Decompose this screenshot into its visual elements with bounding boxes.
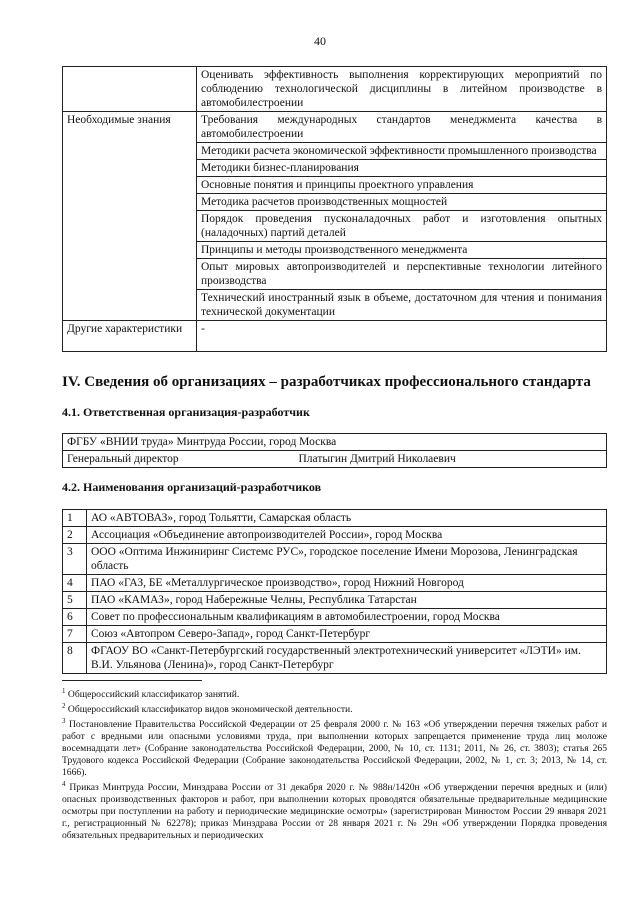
table-cell: Требования международных стандартов менеджмента качества в автомобилестроении <box>197 112 607 143</box>
table-cell: Порядок проведения пусконаладочных работ и изготовления опытных (наладочных) партий деталей <box>197 211 607 242</box>
table-cell: Опыт мировых автопроизводителей и перспективные технологии литейного производства <box>197 259 607 290</box>
knowledge-table <box>62 66 607 352</box>
responsible-org-table <box>62 433 607 468</box>
footnote <box>62 716 607 779</box>
footnote-mark: 3 <box>62 717 66 726</box>
person-name: Платыгин Дмитрий Николаевич <box>298 453 456 465</box>
table-cell: Методики бизнес-планирования <box>197 160 607 177</box>
position-title: Генеральный директор <box>67 453 179 465</box>
footnote <box>62 686 607 701</box>
org-name: Ассоциация «Объединение автопроизводителей России», город Москва <box>87 527 607 544</box>
row-label <box>63 67 197 112</box>
signatory-cell <box>63 451 607 468</box>
table-cell: Методика расчетов производственных мощностей <box>197 194 607 211</box>
org-name: АО «АВТОВАЗ», город Тольятти, Самарская область <box>87 510 607 527</box>
table-row <box>63 643 607 674</box>
table-cell: Технический иностранный язык в объеме, достаточном для чтения и понимания технической документации <box>197 290 607 321</box>
table-row <box>63 609 607 626</box>
developer-orgs-table <box>62 509 607 674</box>
org-name: ПАО «ГАЗ, БЕ «Металлургическое производство», город Нижний Новгород <box>87 575 607 592</box>
page-number: 40 <box>314 34 326 48</box>
footnote-mark: 4 <box>62 779 66 788</box>
table-row <box>63 451 607 468</box>
table-row <box>63 510 607 527</box>
footnote-text: Общероссийский классификатор занятий. <box>67 689 240 701</box>
org-name: Совет по профессиональным квалификациям в автомобилестроении, город Москва <box>87 609 607 626</box>
table-row <box>63 544 607 575</box>
row-number: 1 <box>63 510 87 527</box>
table-row <box>63 575 607 592</box>
org-name: ФГБУ «ВНИИ труда» Минтруда России, город Москва <box>63 434 607 451</box>
table-cell: Принципы и методы производственного менеджмента <box>197 242 607 259</box>
row-number: 5 <box>63 592 87 609</box>
footnote-mark: 1 <box>62 687 66 695</box>
table-cell: - <box>197 321 607 352</box>
row-number: 4 <box>63 575 87 592</box>
footnote-mark: 2 <box>62 702 66 711</box>
subsection-title: 4.1. Ответственная организация-разработчик <box>62 405 310 419</box>
table-cell: Оценивать эффективность выполнения корректирующих мероприятий по соблюдению технологической дисциплины в литейном производстве в автомобилестроении <box>197 67 607 112</box>
table-row <box>63 434 607 451</box>
row-number: 7 <box>63 626 87 643</box>
table-cell: Основные понятия и принципы проектного управления <box>197 177 607 194</box>
footnote-divider <box>62 680 202 681</box>
section-title: IV. Сведения об организациях – разработчиках профессионального стандарта <box>62 374 591 390</box>
row-number: 8 <box>63 643 87 674</box>
table-row <box>63 626 607 643</box>
footnote <box>62 701 607 716</box>
org-name: Союз «Автопром Северо-Запад», город Санкт-Петербург <box>87 626 607 643</box>
subsection-title: 4.2. Наименования организаций-разработчиков <box>62 480 322 494</box>
org-name: ФГАОУ ВО «Санкт-Петербургский государственный электротехнический университет «ЛЭТИ» им. В.И. Ульянова (Ленина)», город Санкт-Петербург <box>87 643 607 674</box>
footnote-text: Постановление Правительства Российской Федерации от 25 февраля 2000 г. № 163 «Об утверждении перечня тяжелых работ и работ с вредными или опасными условиями труда, при выполнении которых запрещается применение труда лиц моложе восемнадцати лет» (Собрание законодательства Российской Федерации, 2000, № 10, ст. 1131; 2011, № 26, ст. 3803); статья 265 Трудового кодекса Российской Федерации (Собрание законодательства Российской Федерации, 2002, № 1, ст. 3; 2013, № 14, ст. 1666). <box>62 719 607 778</box>
table-cell: Методики расчета экономической эффективности промышленного производства <box>197 143 607 160</box>
org-name: ООО «Оптима Инжиниринг Системс РУС», городское поселение Имени Морозова, Ленинградская область <box>87 544 607 575</box>
footnote <box>62 779 607 842</box>
table-row <box>63 527 607 544</box>
table-row <box>63 112 607 143</box>
footnotes <box>62 686 607 842</box>
row-label: Необходимые знания <box>63 112 197 321</box>
table-row <box>63 67 607 112</box>
footnote-text: Приказ Минтруда России, Минздрава России от 31 декабря 2020 г. № 988н/1420н «Об утверждении перечня вредных и (или) опасных производственных факторов и работ, при выполнении которых проводятся обязательные предварительные медицинские осмотры при поступлении на работу и периодические медицинские осмотры» (зарегистрирован Минюстом России 29 января 2021 г., регистрационный № 62278); приказ Минздрава России от 28 января 2021 г. № 29н «Об утверждении Порядка проведения обязательных предварительных и периодических <box>62 782 607 841</box>
table-row <box>63 592 607 609</box>
table-row <box>63 321 607 352</box>
row-number: 6 <box>63 609 87 626</box>
footnote-text: Общероссийский классификатор видов экономической деятельности. <box>67 704 353 716</box>
row-number: 2 <box>63 527 87 544</box>
row-label: Другие характеристики <box>63 321 197 352</box>
row-number: 3 <box>63 544 87 575</box>
org-name: ПАО «КАМАЗ», город Набережные Челны, Республика Татарстан <box>87 592 607 609</box>
